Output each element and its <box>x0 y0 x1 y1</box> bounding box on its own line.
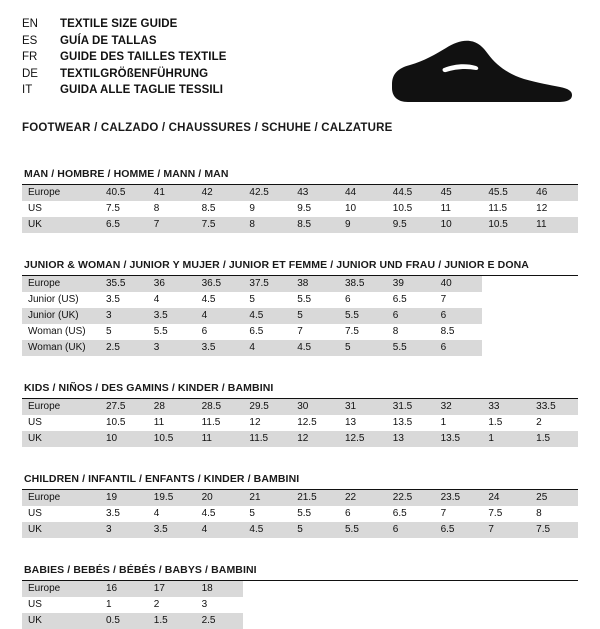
cell-empty <box>482 581 530 597</box>
cell: 37.5 <box>243 276 291 292</box>
row-label: UK <box>22 613 100 629</box>
table-row <box>22 522 578 538</box>
cell: 3 <box>201 599 208 610</box>
cell-empty <box>339 581 387 597</box>
cell: 19 <box>100 490 148 506</box>
cell: 0.5 <box>100 613 148 629</box>
cell-empty <box>339 597 387 613</box>
language-title: GUÍA DE TALLAS <box>60 34 157 47</box>
table-row <box>22 340 578 356</box>
cell: 9 <box>249 203 255 214</box>
cell <box>530 276 578 292</box>
table-row <box>22 324 578 340</box>
group-title: CHILDREN / INFANTIL / ENFANTS / KINDER / BAMBINI <box>22 473 578 490</box>
cell: 12.5 <box>297 417 317 428</box>
table-row <box>22 490 578 506</box>
cell: 10 <box>100 431 148 447</box>
cell: 18 <box>196 581 244 597</box>
language-title: TEXTILGRÖßENFÜHRUNG <box>60 67 209 80</box>
cell: 20 <box>196 490 244 506</box>
cell: 5 <box>106 326 112 337</box>
cell: 7 <box>440 294 447 305</box>
cell: 7.5 <box>530 522 578 538</box>
cell: 46 <box>530 185 578 201</box>
cell-empty <box>243 613 291 629</box>
cell: 5.5 <box>153 326 168 337</box>
cell: 2 <box>153 599 160 610</box>
cell: 7 <box>482 522 530 538</box>
cell: 39 <box>387 276 435 292</box>
cell: 22.5 <box>387 490 435 506</box>
language-code: DE <box>22 67 38 80</box>
cell: 6 <box>344 508 351 519</box>
cell: 38 <box>291 276 339 292</box>
size-group-babies <box>22 564 578 629</box>
cell: 41 <box>148 185 196 201</box>
cell <box>482 308 530 324</box>
cell: 4 <box>196 522 244 538</box>
table-row <box>22 415 578 431</box>
cell: 8 <box>243 217 291 233</box>
table-row <box>22 431 578 447</box>
cell: 3.5 <box>148 308 196 324</box>
cell: 4.5 <box>201 508 216 519</box>
cell: 2 <box>536 417 542 428</box>
cell: 21 <box>243 490 291 506</box>
cell: 45.5 <box>482 185 530 201</box>
cell: 28.5 <box>196 399 244 415</box>
cell: 31 <box>339 399 387 415</box>
cell: 7.5 <box>488 508 503 519</box>
cell: 5 <box>249 294 255 305</box>
cell: 11.5 <box>488 203 508 214</box>
cell: 8 <box>153 203 160 214</box>
cell: 5 <box>249 508 255 519</box>
cell: 11.5 <box>201 417 221 428</box>
cell <box>530 324 578 340</box>
cell: 10 <box>435 217 483 233</box>
cell: 45 <box>435 185 483 201</box>
cell <box>530 308 578 324</box>
cell: 6.5 <box>392 294 407 305</box>
cell: 5.5 <box>297 294 312 305</box>
cell: 6 <box>344 294 351 305</box>
row-label: UK <box>22 217 100 233</box>
cell-empty <box>435 597 483 613</box>
cell: 13.5 <box>392 417 413 428</box>
dress-shoe-icon <box>384 40 574 110</box>
cell: 7 <box>440 508 447 519</box>
cell: 2.5 <box>100 340 148 356</box>
cell: 7 <box>297 326 303 337</box>
cell: 3.5 <box>148 522 196 538</box>
cell-empty <box>530 597 578 613</box>
cell: 10.5 <box>148 431 196 447</box>
cell-empty <box>243 597 291 613</box>
row-label: UK <box>22 522 100 538</box>
table-row <box>22 308 578 324</box>
cell: 4 <box>243 340 291 356</box>
cell: 5.5 <box>297 508 312 519</box>
cell: 21.5 <box>291 490 339 506</box>
cell: 8 <box>392 326 399 337</box>
cell: 6 <box>435 308 483 324</box>
cell: 9.5 <box>387 217 435 233</box>
cell: 28 <box>148 399 196 415</box>
cell: 9 <box>339 217 387 233</box>
row-label: Woman (UK) <box>22 340 100 356</box>
cell: 19.5 <box>148 490 196 506</box>
cell: 3 <box>148 340 196 356</box>
language-code: IT <box>22 84 33 96</box>
cell: 8 <box>536 508 542 519</box>
cell-empty <box>339 613 387 629</box>
cell: 5 <box>291 522 339 538</box>
cell-empty <box>530 581 578 597</box>
row-label: US <box>28 599 42 610</box>
size-table <box>22 276 578 356</box>
group-title: KIDS / NIÑOS / DES GAMINS / KINDER / BAMBINI <box>22 382 578 399</box>
table-row <box>22 292 578 308</box>
cell-empty <box>435 581 483 597</box>
language-code: EN <box>22 18 38 30</box>
cell: 42.5 <box>243 185 291 201</box>
size-table <box>22 185 578 233</box>
cell: 35.5 <box>100 276 148 292</box>
cell: 33.5 <box>530 399 578 415</box>
cell: 4.5 <box>243 522 291 538</box>
cell-empty <box>387 613 435 629</box>
cell: 13.5 <box>435 431 483 447</box>
cell: 1.5 <box>488 417 503 428</box>
cell: 32 <box>435 399 483 415</box>
row-label: Woman (US) <box>28 326 86 337</box>
cell <box>482 324 530 340</box>
cell: 7.5 <box>106 203 120 214</box>
cell: 23.5 <box>435 490 483 506</box>
table-row <box>22 201 578 217</box>
language-title: GUIDE DES TAILLES TEXTILE <box>60 51 227 63</box>
language-code: ES <box>22 34 38 47</box>
cell: 7.5 <box>344 326 359 337</box>
cell: 36 <box>148 276 196 292</box>
cell-empty <box>291 597 339 613</box>
size-table <box>22 581 578 629</box>
cell: 1.5 <box>530 431 578 447</box>
cell: 3 <box>100 522 148 538</box>
cell: 5.5 <box>387 340 435 356</box>
table-row <box>22 185 578 201</box>
cell: 1 <box>106 599 112 610</box>
cell: 7 <box>148 217 196 233</box>
size-table <box>22 490 578 538</box>
cell: 27.5 <box>100 399 148 415</box>
category-title: FOOTWEAR / CALZADO / CHAUSSURES / SCHUHE / CALZATURE <box>22 122 393 134</box>
group-title: BABIES / BEBÉS / BÉBÉS / BABYS / BAMBINI <box>22 564 578 581</box>
cell: 7.5 <box>196 217 244 233</box>
cell: 11 <box>530 217 578 233</box>
cell-empty <box>387 581 435 597</box>
document-header <box>22 16 578 108</box>
cell: 3.5 <box>106 294 120 305</box>
cell: 17 <box>148 581 196 597</box>
cell: 16 <box>100 581 148 597</box>
language-row <box>22 16 578 33</box>
group-title: JUNIOR & WOMAN / JUNIOR Y MUJER / JUNIOR ET FEMME / JUNIOR UND FRAU / JUNIOR E DONA <box>22 259 578 276</box>
cell: 9.5 <box>297 203 312 214</box>
cell: 4.5 <box>201 294 216 305</box>
cell: 4.5 <box>291 340 339 356</box>
cell: 1.5 <box>148 613 196 629</box>
row-label: US <box>28 508 42 519</box>
table-row <box>22 597 578 613</box>
cell: 10 <box>344 203 357 214</box>
cell: 12 <box>536 203 548 214</box>
cell: 1 <box>440 417 447 428</box>
row-label: Junior (UK) <box>22 308 100 324</box>
cell: 5 <box>291 308 339 324</box>
row-label: Europe <box>22 490 100 506</box>
row-label: Europe <box>22 276 100 292</box>
cell: 11 <box>153 417 165 428</box>
cell: 6.5 <box>435 522 483 538</box>
row-label: Junior (US) <box>28 294 79 305</box>
table-row <box>22 217 578 233</box>
row-label: Europe <box>22 185 100 201</box>
cell: 10.5 <box>106 417 126 428</box>
cell: 6.5 <box>249 326 264 337</box>
cell: 8.5 <box>440 326 455 337</box>
cell <box>482 292 530 308</box>
cell <box>530 292 578 308</box>
cell: 8.5 <box>201 203 216 214</box>
table-row <box>22 276 578 292</box>
group-title: MAN / HOMBRE / HOMME / MANN / MAN <box>22 168 578 185</box>
table-row <box>22 581 578 597</box>
cell: 10.5 <box>482 217 530 233</box>
cell: 5.5 <box>339 308 387 324</box>
cell <box>482 276 530 292</box>
cell: 30 <box>291 399 339 415</box>
cell-empty <box>482 613 530 629</box>
size-group-kids <box>22 382 578 447</box>
table-row <box>22 399 578 415</box>
cell: 6.5 <box>100 217 148 233</box>
cell: 4 <box>153 294 160 305</box>
cell: 29.5 <box>243 399 291 415</box>
cell: 5.5 <box>339 522 387 538</box>
cell: 3.5 <box>106 508 120 519</box>
cell: 6 <box>387 308 435 324</box>
cell: 3.5 <box>196 340 244 356</box>
cell: 4 <box>196 308 244 324</box>
cell: 44 <box>339 185 387 201</box>
cell: 25 <box>530 490 578 506</box>
cell: 22 <box>339 490 387 506</box>
cell: 38.5 <box>339 276 387 292</box>
cell: 11 <box>440 203 451 214</box>
cell-empty <box>435 613 483 629</box>
cell: 10.5 <box>392 203 413 214</box>
cell-empty <box>387 597 435 613</box>
cell: 12 <box>249 417 261 428</box>
cell: 3 <box>100 308 148 324</box>
cell: 11.5 <box>243 431 291 447</box>
row-label: UK <box>22 431 100 447</box>
size-group-children <box>22 473 578 538</box>
cell: 12.5 <box>339 431 387 447</box>
cell: 24 <box>482 490 530 506</box>
language-code: FR <box>22 51 38 63</box>
cell: 6 <box>201 326 208 337</box>
cell: 44.5 <box>387 185 435 201</box>
language-title: GUIDA ALLE TAGLIE TESSILI <box>60 84 224 96</box>
size-group-man <box>22 168 578 233</box>
table-row <box>22 506 578 522</box>
cell-empty <box>291 581 339 597</box>
cell: 13 <box>387 431 435 447</box>
cell: 36.5 <box>196 276 244 292</box>
row-label: Europe <box>22 581 100 597</box>
cell: 13 <box>344 417 357 428</box>
table-row <box>22 613 578 629</box>
cell: 2.5 <box>196 613 244 629</box>
cell-empty <box>243 581 291 597</box>
cell: 5 <box>339 340 387 356</box>
cell: 8.5 <box>291 217 339 233</box>
cell: 11 <box>196 431 244 447</box>
cell: 33 <box>482 399 530 415</box>
cell: 42 <box>196 185 244 201</box>
cell: 12 <box>291 431 339 447</box>
cell: 4 <box>153 508 160 519</box>
size-table <box>22 399 578 447</box>
size-group-junior-woman <box>22 259 578 356</box>
cell: 43 <box>291 185 339 201</box>
row-label: US <box>28 417 42 428</box>
row-label: Europe <box>22 399 100 415</box>
row-label: US <box>28 203 42 214</box>
cell: 40.5 <box>100 185 148 201</box>
cell: 1 <box>482 431 530 447</box>
cell: 40 <box>435 276 483 292</box>
cell: 6 <box>435 340 483 356</box>
cell: 4.5 <box>243 308 291 324</box>
cell: 6.5 <box>392 508 407 519</box>
language-title: TEXTILE SIZE GUIDE <box>60 18 178 30</box>
cell-empty <box>530 613 578 629</box>
cell: 31.5 <box>387 399 435 415</box>
cell <box>530 340 578 356</box>
cell: 6 <box>387 522 435 538</box>
cell-empty <box>291 613 339 629</box>
cell-empty <box>482 597 530 613</box>
cell <box>482 340 530 356</box>
